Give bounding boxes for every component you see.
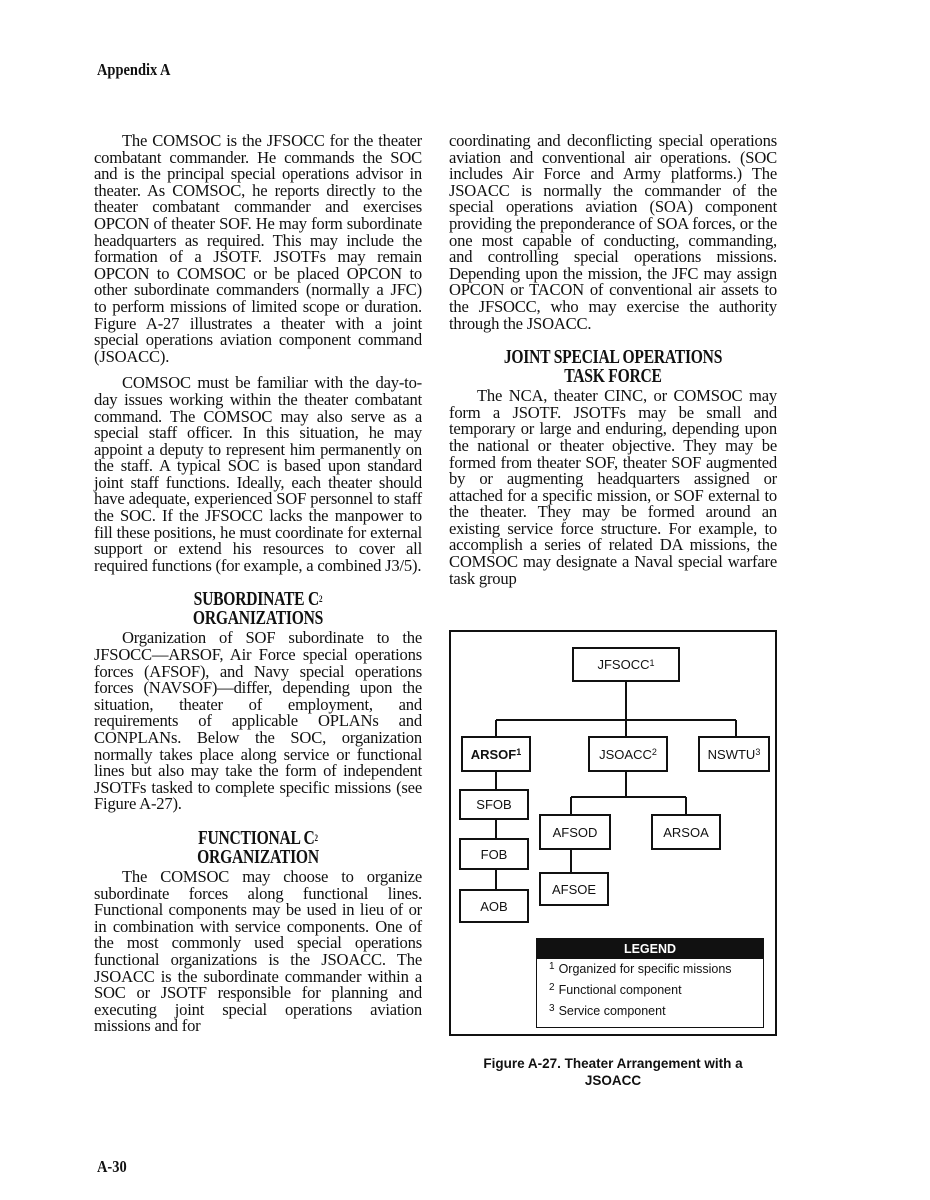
heading-subordinate-line1: SUBORDINATE C — [193, 588, 320, 611]
box-arsoa — [651, 814, 721, 850]
legend-item-3-text: Service component — [558, 1004, 666, 1018]
legend-item-3 — [537, 1001, 763, 1022]
box-aob-label: AOB — [480, 898, 508, 914]
heading-functional-line2: ORGANIZATION — [197, 845, 319, 868]
heading-subordinate-sup: 2 — [319, 594, 323, 605]
box-jfsocc — [572, 647, 680, 682]
figure-caption-line1: Figure A-27. Theater Arrangement with a — [483, 1056, 743, 1071]
paragraph-jsoacc-continued: coordinating and deconflicting special operations aviation and conventional air operations. (SOC includes Air Force and Army platforms.) The JSOACC is normally the commander of the special operations aviation (SOA) component providing the preponderance of SOA forces, or the one most capable of conducting, commanding, and controlling special operations missions. Depending upon the mission, the JFC may assign OPCON or TACON of conventional air assets to the JFSOCC, who may exercise the authority through the JSOACC. — [449, 131, 777, 333]
heading-functional-c2 — [130, 826, 386, 868]
box-nswtu — [698, 736, 770, 772]
legend-title: LEGEND — [537, 939, 763, 959]
box-fob-label: FOB — [480, 846, 508, 862]
chart-legend — [536, 938, 764, 1028]
box-sfob-label: SFOB — [476, 797, 512, 812]
box-jfsocc-sup: 1 — [649, 657, 655, 668]
legend-item-1-text: Organized for specific missions — [558, 962, 732, 976]
heading-subordinate-line2: ORGANIZATIONS — [192, 607, 324, 630]
heading-jsotf-line2: TASK FORCE — [564, 365, 662, 388]
box-aob — [459, 889, 529, 923]
legend-item-2 — [537, 980, 763, 1001]
figure-caption-line2: JSOACC — [584, 1073, 642, 1088]
legend-item-2-num: 2 — [549, 982, 555, 993]
box-jsoacc-label: JSOACC — [599, 746, 652, 762]
box-nswtu-sup: 3 — [755, 747, 761, 757]
paragraph-comsoc-role: The COMSOC is the JFSOCC for the theater combatant commander. He commands the SOC and is the principal special operations advisor in theater. As COMSOC, he reports directly to the theater combatant commander and exercises OPCON of theater SOF. He may form subordinate headquarters as required. This may include the formation of a JSOTF. JSOTFs may remain OPCON to COMSOC or be placed OPCON to other subordinate commanders (normally a JFC) to perform missions of limited scope or duration. Figure A-27 illustrates a theater with a joint special operations aviation component command (JSOACC). — [94, 131, 422, 366]
legend-item-1-num: 1 — [549, 961, 555, 972]
box-arsof-label: ARSOF — [470, 746, 517, 762]
box-afsoe — [539, 872, 609, 906]
right-column — [449, 133, 777, 597]
box-jsoacc — [588, 736, 668, 772]
paragraph-comsoc-staff: COMSOC must be familiar with the day-to-day issues working within the theater combatant command. The COMSOC may also serve as a special staff officer. In this situation, he may appoint a deputy to represent him permanently on the staff. A typical SOC is based upon standard joint staff functions. Ideally, each theater should have adequate, experienced SOF personnel to staff the SOC. If the JFSOCC lacks the manpower to fill these positions, he must coordinate for external support or extend his resources to cover all required functions (for example, a combined J3/5). — [94, 373, 422, 575]
box-afsoe-label: AFSOE — [551, 881, 597, 897]
box-arsof-sup: 1 — [516, 747, 522, 757]
left-column — [94, 133, 422, 1045]
paragraph-subordinate: Organization of SOF subordinate to the JFSOCC—ARSOF, Air Force special operations forces (AFSOF), and Navy special operations forces (NAVSOF)—differ, depending upon the situation, theater of employment, and requirements of applicable OPLANs and CONPLANs. Below the SOC, organization normally takes place along service or functional lines but also may take the form of independent JSOTFs tasked to complete specific missions (see Figure A-27). — [94, 628, 422, 814]
figure-caption — [449, 1055, 777, 1089]
paragraph-functional: The COMSOC may choose to organize subordinate forces along functional lines. Functional components may be used in lieu of or in combination with service components. One of the most commonly used special operations functional organizations is the JSOACC. The JSOACC is the subordinate commander within a SOC or JSOTF responsible for planning and executing joint special operations aviation missions and for — [94, 866, 422, 1036]
heading-jsotf-line1: JOINT SPECIAL OPERATIONS — [503, 346, 723, 369]
heading-jsotf — [485, 348, 741, 386]
box-sfob — [459, 789, 529, 820]
box-afsod — [539, 814, 611, 850]
legend-item-3-num: 3 — [549, 1003, 555, 1014]
legend-item-1 — [537, 959, 763, 980]
heading-functional-sup: 2 — [314, 832, 318, 843]
box-arsoa-label: ARSOA — [663, 824, 709, 840]
box-jfsocc-label: JFSOCC — [597, 657, 650, 672]
page-header: Appendix A — [97, 60, 171, 79]
org-chart-figure — [449, 630, 777, 1036]
box-arsof — [461, 736, 531, 772]
paragraph-jsotf: The NCA, theater CINC, or COMSOC may form a JSOTF. JSOTFs may be small and temporary or large and enduring, depending upon the national or theater objective. They may be formed from theater SOF, theater SOF augmented by or augmenting headquarters assigned or attached for a specific mission, or SOF external to the theater. They may be formed around an existing service force structure. For example, to accomplish a series of related DA missions, the COMSOC may designate a Naval special warfare task group — [449, 386, 777, 588]
box-nswtu-label: NSWTU — [707, 746, 756, 762]
box-jsoacc-sup: 2 — [651, 747, 657, 757]
heading-functional-line1: FUNCTIONAL C — [198, 826, 315, 849]
box-fob — [459, 838, 529, 870]
heading-subordinate-c2 — [130, 590, 386, 628]
box-afsod-label: AFSOD — [552, 824, 598, 840]
page-number: A-30 — [97, 1157, 127, 1176]
legend-item-2-text: Functional component — [558, 983, 682, 997]
